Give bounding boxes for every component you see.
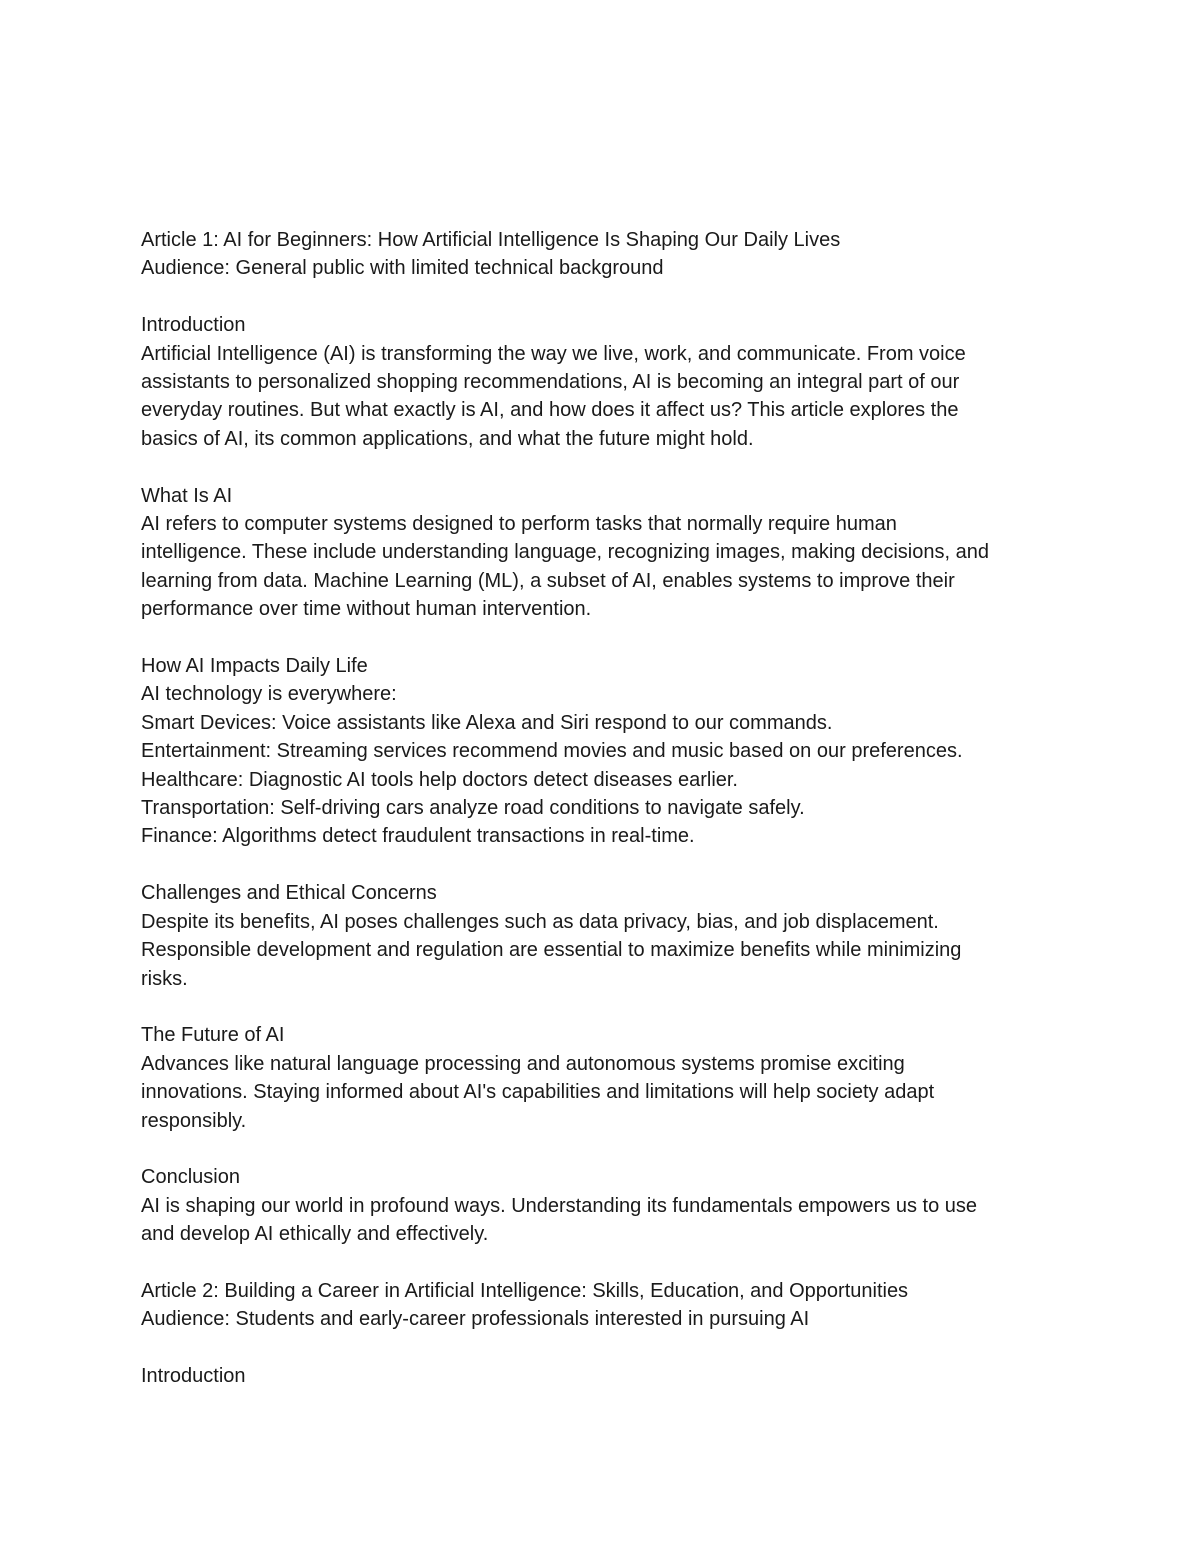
list-item: Healthcare: Diagnostic AI tools help doctors detect diseases earlier. — [141, 768, 738, 791]
article-2-audience: Audience: Students and early-career professionals interested in pursuing AI — [141, 1308, 810, 1331]
section-heading-challenges: Challenges and Ethical Concerns — [141, 882, 437, 905]
list-item: Smart Devices: Voice assistants like Alexa and Siri respond to our commands. — [141, 711, 833, 734]
document-body — [141, 226, 1081, 1391]
spacer — [141, 1334, 1081, 1362]
body-line: AI technology is everywhere: — [141, 683, 397, 706]
spacer — [141, 1135, 1081, 1163]
body-line: Despite its benefits, AI poses challenges such as data privacy, bias, and job displacement. — [141, 910, 939, 933]
section-heading-conclusion: Conclusion — [141, 1166, 240, 1189]
spacer — [141, 993, 1081, 1021]
section-heading-introduction: Introduction — [141, 314, 246, 337]
section-heading-future: The Future of AI — [141, 1024, 285, 1047]
body-line: Artificial Intelligence (AI) is transforming the way we live, work, and communicate. From voice — [141, 342, 966, 365]
body-line: risks. — [141, 967, 188, 990]
list-item: Transportation: Self-driving cars analyze road conditions to navigate safely. — [141, 797, 805, 820]
spacer — [141, 283, 1081, 311]
article-1-audience: Audience: General public with limited technical background — [141, 257, 664, 280]
spacer — [141, 453, 1081, 481]
list-item: Finance: Algorithms detect fraudulent transactions in real-time. — [141, 825, 695, 848]
body-line: Responsible development and regulation are essential to maximize benefits while minimizing — [141, 939, 962, 962]
body-line: Advances like natural language processing and autonomous systems promise exciting — [141, 1052, 905, 1075]
spacer — [141, 1249, 1081, 1277]
body-line: innovations. Staying informed about AI's capabilities and limitations will help society adapt — [141, 1081, 935, 1104]
body-line: learning from data. Machine Learning (ML), a subset of AI, enables systems to improve their — [141, 569, 955, 592]
section-heading-what-is-ai: What Is AI — [141, 484, 233, 507]
body-line: responsibly. — [141, 1109, 247, 1132]
body-line: AI refers to computer systems designed to perform tasks that normally require human — [141, 513, 897, 536]
body-line: performance over time without human intervention. — [141, 598, 592, 621]
body-line: assistants to personalized shopping recommendations, AI is becoming an integral part of our — [141, 371, 960, 394]
spacer — [141, 851, 1081, 879]
body-line: everyday routines. But what exactly is AI, and how does it affect us? This article explores the — [141, 399, 959, 422]
list-item: Entertainment: Streaming services recommend movies and music based on our preferences. — [141, 740, 963, 763]
article-1-title: Article 1: AI for Beginners: How Artificial Intelligence Is Shaping Our Daily Lives — [141, 229, 841, 251]
section-heading-daily-life: How AI Impacts Daily Life — [141, 655, 368, 678]
body-line: intelligence. These include understanding language, recognizing images, making decisions, and — [141, 541, 989, 564]
body-line: and develop AI ethically and effectively. — [141, 1223, 489, 1246]
body-line: basics of AI, its common applications, and what the future might hold. — [141, 427, 754, 450]
body-line: AI is shaping our world in profound ways. Understanding its fundamentals empowers us to use — [141, 1194, 978, 1217]
article-2-title: Article 2: Building a Career in Artificial Intelligence: Skills, Education, and Opportunities — [141, 1279, 909, 1302]
spacer — [141, 624, 1081, 652]
section-heading-introduction: Introduction — [141, 1365, 246, 1388]
